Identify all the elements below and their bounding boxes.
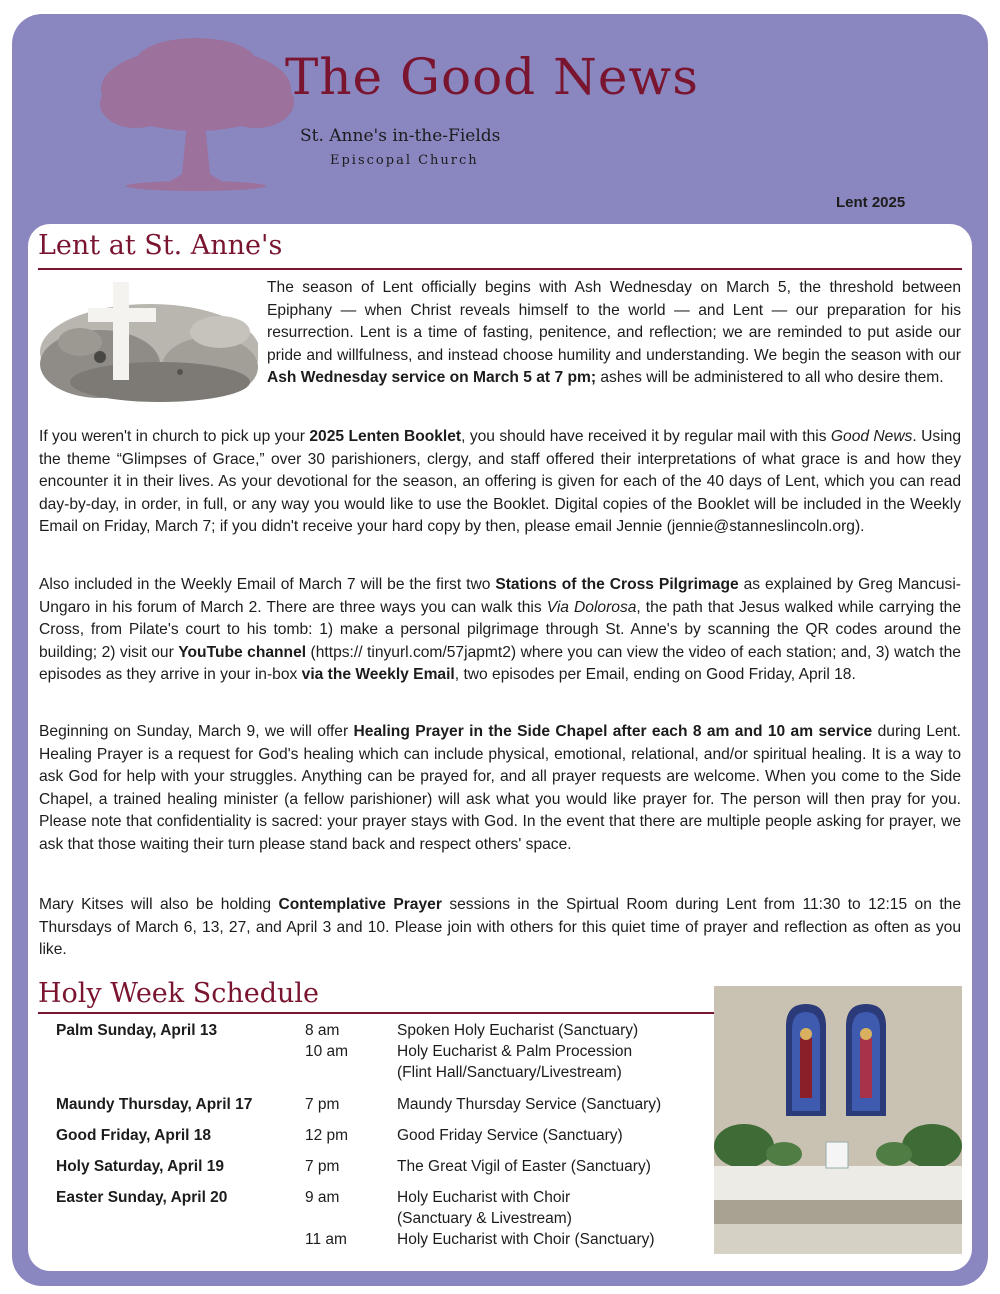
schedule-service: The Great Vigil of Easter (Sanctuary) — [397, 1158, 651, 1175]
contemplative-prayer-paragraph: Mary Kitses will also be holding Contemplative Prayer sessions in the Spirtual Room during Lent from 11:30 to 12:15 on the Thursdays of March 6, 13, 27, and April 3 and 10. Please join with others for this quiet time of prayer and reflection as often as you like. — [39, 896, 961, 958]
schedule-time: 7 pm — [305, 1158, 340, 1175]
lenten-booklet-paragraph: If you weren't in church to pick up your 2025 Lenten Booklet, you should have received it by regular mail with this Good News. Using the theme “Glimpses of Grace,” over 30 parishioners, clergy, and staff offered their interpretations of what grace is and how they encounter it in their lives. As your devotional for the season, an offering is given for each of the 40 days of Lent, which you can read day-by-day, in order, in full, or any way you would like to use the Booklet. Digital copies of the Booklet will be included in the Weekly Email on Friday, March 7; if you didn't receive your hard copy by then, please email Jennie (jennie@stanneslincoln.org). — [39, 428, 962, 535]
schedule-service: (Flint Hall/Sanctuary/Livestream) — [397, 1064, 622, 1081]
schedule-service: Good Friday Service (Sanctuary) — [397, 1127, 623, 1144]
schedule-day: Holy Saturday, April 19 — [56, 1158, 224, 1175]
schedule-service: Holy Eucharist & Palm Procession — [397, 1043, 633, 1060]
schedule-time: 10 am — [305, 1043, 349, 1060]
tree-logo-icon — [96, 34, 296, 194]
issue-label: Lent 2025 — [836, 194, 906, 211]
schedule-day: Palm Sunday, April 13 — [56, 1022, 218, 1039]
healing-prayer-paragraph: Beginning on Sunday, March 9, we will offer Healing Prayer in the Side Chapel after each 8 am and 10 am service during Lent. Healing Prayer is a request for God's healing which can include physical, emotional, relational, and/or spiritual healing. It is a way to ask God for help with your struggles. Anything can be prayed for, and all prayer requests are welcome. When you come to the Side Chapel, a trained healing minister (a fellow parishioner) will ask what you would like prayer for. The person will then pray for you. Please note that confidentiality is sacred: your prayer stays with God. In the event that there are multiple people asking for prayer, we ask that those waiting their turn please stand back and respect others' space. — [39, 723, 961, 853]
lent-heading-rule — [38, 268, 962, 270]
lent-intro-paragraph: The season of Lent officially begins with Ash Wednesday on March 5, the threshold between Epiphany — when Christ reveals himself to the world — and Lent — our preparation for his resurrection. Lent is a time of fasting, penitence, and reflection; we are reminded to put aside our pride and willfulness, and instead choose humility and understanding. We begin the season with our Ash Wednesday service on March 5 at 7 pm; ashes will be administered to all who desire them. — [267, 279, 961, 386]
newsletter-title: The Good News — [285, 48, 699, 106]
schedule-day: Easter Sunday, April 20 — [56, 1189, 228, 1206]
schedule-time: 8 am — [305, 1022, 340, 1039]
schedule-time: 12 pm — [305, 1127, 349, 1144]
schedule-time: 9 am — [305, 1189, 340, 1206]
schedule-time: 11 am — [305, 1231, 347, 1248]
church-subtitle: Episcopal Church — [330, 153, 479, 168]
schedule-service: Holy Eucharist with Choir — [397, 1189, 571, 1206]
schedule-service: Maundy Thursday Service (Sanctuary) — [397, 1096, 662, 1113]
schedule-service: Holy Eucharist with Choir (Sanctuary) — [397, 1231, 655, 1248]
holy-week-heading: Holy Week Schedule — [38, 978, 319, 1009]
church-name: St. Anne's in-the-Fields — [300, 126, 501, 146]
schedule-service: Spoken Holy Eucharist (Sanctuary) — [397, 1022, 639, 1039]
schedule-day: Good Friday, April 18 — [56, 1127, 212, 1144]
schedule-time: 7 pm — [305, 1096, 340, 1113]
holy-week-heading-rule — [38, 1012, 714, 1014]
chapel-photo — [714, 986, 962, 1254]
schedule-time — [305, 1208, 347, 1229]
stations-paragraph: Also included in the Weekly Email of March 7 will be the first two Stations of the Cross Pilgrimage as explained by Greg Mancusi-Ungaro in his forum of March 2. There are three ways you can walk this Via Dolorosa, the path that Jesus walked while carrying the Cross, from Pilate's court to his tomb: 1) make a personal pilgrimage through St. Anne's by scanning the QR codes around the building; 2) visit our YouTube channel (https:// tinyurl.com/57japmt2) where you can view the video of each station; and, 3) watch the episodes as they arrive in your in-box via the Weekly Email, two episodes per Email, ending on Good Friday, April 18. — [39, 576, 962, 683]
ash-cross-image — [40, 272, 258, 402]
lent-heading: Lent at St. Anne's — [38, 230, 283, 261]
schedule-service: (Sanctuary & Livestream) — [397, 1210, 572, 1227]
schedule-day: Maundy Thursday, April 17 — [56, 1096, 253, 1113]
